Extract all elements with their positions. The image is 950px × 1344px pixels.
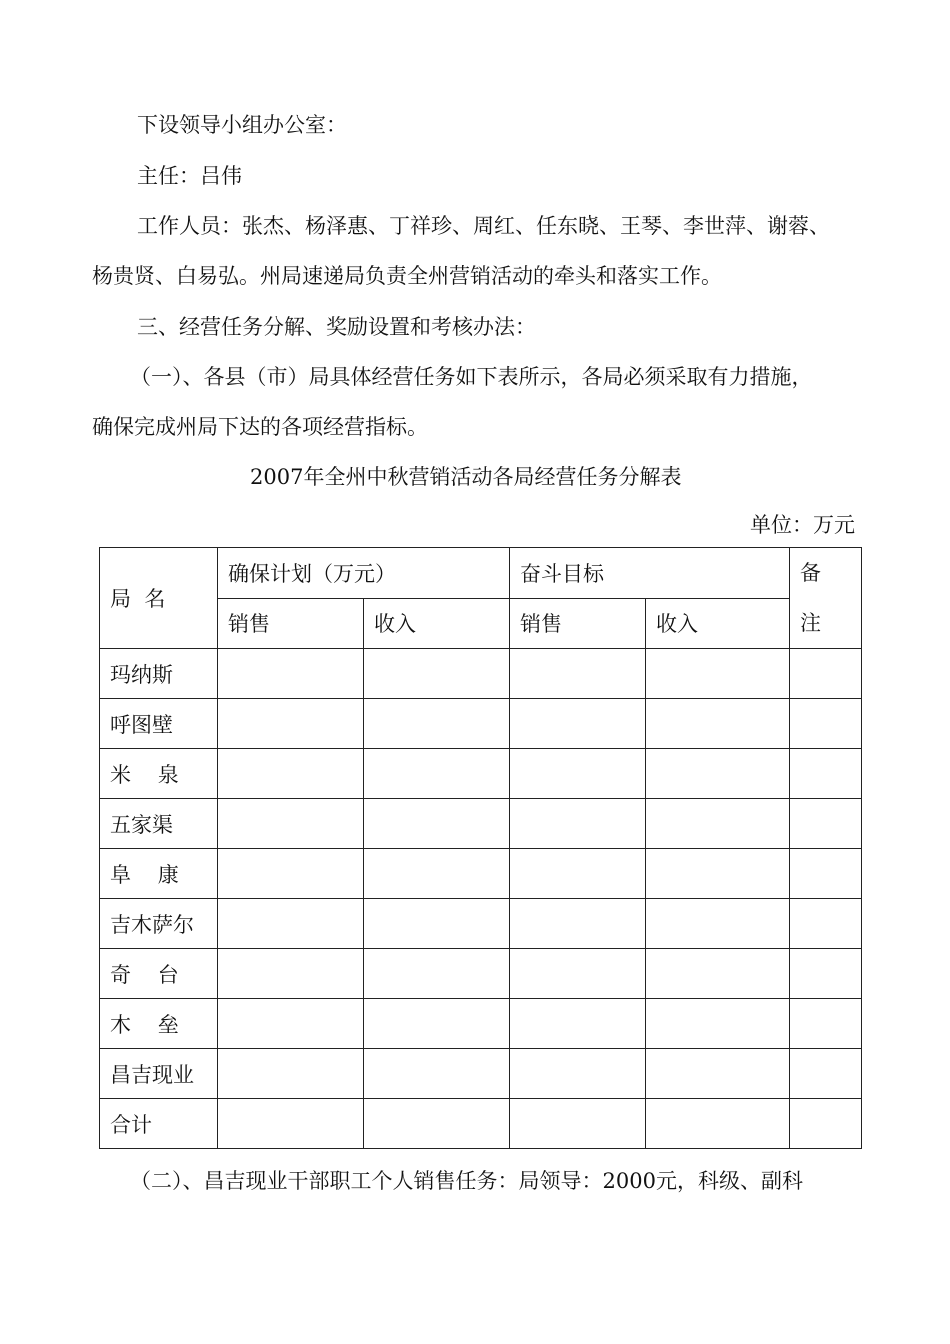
cell-empty bbox=[364, 949, 510, 999]
cell-empty bbox=[364, 749, 510, 799]
cell-empty bbox=[790, 799, 862, 849]
item-one-line1: （一）、各县（市）局具体经营任务如下表所示，各局必须采取有力措施， bbox=[130, 365, 813, 389]
cell-empty bbox=[218, 999, 364, 1049]
cell-empty bbox=[364, 699, 510, 749]
header-guarantee-plan: 确保计划（万元） bbox=[218, 548, 510, 599]
cell-empty bbox=[364, 999, 510, 1049]
header-bureau-name: 局 名 bbox=[100, 548, 218, 649]
table-row bbox=[100, 999, 862, 1049]
cell-empty bbox=[790, 899, 862, 949]
cell-empty bbox=[218, 799, 364, 849]
cell-empty bbox=[646, 1049, 790, 1099]
table-row-total bbox=[100, 1099, 862, 1149]
cell-empty bbox=[790, 949, 862, 999]
cell-empty bbox=[510, 649, 646, 699]
row-bureau-name: 木 垒 bbox=[100, 999, 218, 1049]
table-row bbox=[100, 799, 862, 849]
cell-empty bbox=[790, 749, 862, 799]
paragraph-staff-line2: 杨贵贤、白易弘。州局速递局负责全州营销活动的牵头和落实工作。 bbox=[92, 264, 722, 288]
subheader-target-sales: 销售 bbox=[510, 598, 646, 649]
cell-empty bbox=[790, 1099, 862, 1149]
cell-empty bbox=[218, 899, 364, 949]
table-row bbox=[100, 899, 862, 949]
cell-empty bbox=[218, 1049, 364, 1099]
row-bureau-name: 玛纳斯 bbox=[100, 649, 218, 699]
cell-empty bbox=[646, 849, 790, 899]
cell-empty bbox=[646, 1099, 790, 1149]
paragraph-office: 下设领导小组办公室： bbox=[137, 113, 347, 137]
cell-empty bbox=[790, 1049, 862, 1099]
paragraph-director: 主任：吕伟 bbox=[137, 164, 242, 188]
row-bureau-name: 五家渠 bbox=[100, 799, 218, 849]
cell-empty bbox=[364, 849, 510, 899]
cell-empty bbox=[510, 899, 646, 949]
table-title: 2007年全州中秋营销活动各局经营任务分解表 bbox=[250, 465, 682, 489]
cell-empty bbox=[510, 749, 646, 799]
cell-empty bbox=[364, 649, 510, 699]
cell-empty bbox=[364, 899, 510, 949]
cell-empty bbox=[510, 1049, 646, 1099]
row-bureau-name: 吉木萨尔 bbox=[100, 899, 218, 949]
cell-empty bbox=[646, 999, 790, 1049]
paragraph-staff-line1: 工作人员：张杰、杨泽惠、丁祥珍、周红、任东晓、王琴、李世萍、谢蓉、 bbox=[137, 214, 830, 238]
row-bureau-name: 呼图壁 bbox=[100, 699, 218, 749]
cell-empty bbox=[790, 849, 862, 899]
item-one-line2: 确保完成州局下达的各项经营指标。 bbox=[92, 415, 428, 439]
row-bureau-name: 昌吉现业 bbox=[100, 1049, 218, 1099]
table-header-row bbox=[100, 548, 862, 599]
row-bureau-name: 米 泉 bbox=[100, 749, 218, 799]
table-row bbox=[100, 1049, 862, 1099]
subheader-target-income: 收入 bbox=[646, 598, 790, 649]
task-breakdown-table bbox=[99, 547, 862, 1149]
cell-empty bbox=[510, 699, 646, 749]
subheader-guarantee-income: 收入 bbox=[364, 598, 510, 649]
cell-empty bbox=[218, 1099, 364, 1149]
cell-empty bbox=[790, 649, 862, 699]
table-row bbox=[100, 749, 862, 799]
cell-empty bbox=[510, 849, 646, 899]
header-target: 奋斗目标 bbox=[510, 548, 790, 599]
table-row bbox=[100, 699, 862, 749]
cell-empty bbox=[790, 699, 862, 749]
cell-empty bbox=[790, 999, 862, 1049]
row-bureau-name: 奇 台 bbox=[100, 949, 218, 999]
cell-empty bbox=[646, 899, 790, 949]
cell-empty bbox=[510, 799, 646, 849]
cell-empty bbox=[364, 1099, 510, 1149]
cell-empty bbox=[510, 1099, 646, 1149]
cell-empty bbox=[646, 949, 790, 999]
table-row bbox=[100, 649, 862, 699]
header-notes-text: 备注 bbox=[800, 561, 821, 635]
cell-empty bbox=[218, 949, 364, 999]
cell-empty bbox=[218, 649, 364, 699]
cell-empty bbox=[646, 649, 790, 699]
unit-label: 单位：万元 bbox=[750, 513, 855, 537]
table-row bbox=[100, 949, 862, 999]
cell-empty bbox=[510, 999, 646, 1049]
section-three-heading: 三、经营任务分解、奖励设置和考核办法： bbox=[137, 315, 536, 339]
cell-empty bbox=[364, 799, 510, 849]
table-row bbox=[100, 849, 862, 899]
row-bureau-name: 阜 康 bbox=[100, 849, 218, 899]
cell-empty bbox=[510, 949, 646, 999]
cell-empty bbox=[218, 849, 364, 899]
cell-empty bbox=[364, 1049, 510, 1099]
cell-empty bbox=[218, 749, 364, 799]
item-two-line1: （二）、昌吉现业干部职工个人销售任务：局领导：2000元，科级、副科 bbox=[130, 1169, 803, 1193]
cell-empty bbox=[218, 699, 364, 749]
subheader-guarantee-sales: 销售 bbox=[218, 598, 364, 649]
row-bureau-name: 合计 bbox=[100, 1099, 218, 1149]
cell-empty bbox=[646, 699, 790, 749]
cell-empty bbox=[646, 749, 790, 799]
cell-empty bbox=[646, 799, 790, 849]
header-notes bbox=[790, 548, 862, 649]
